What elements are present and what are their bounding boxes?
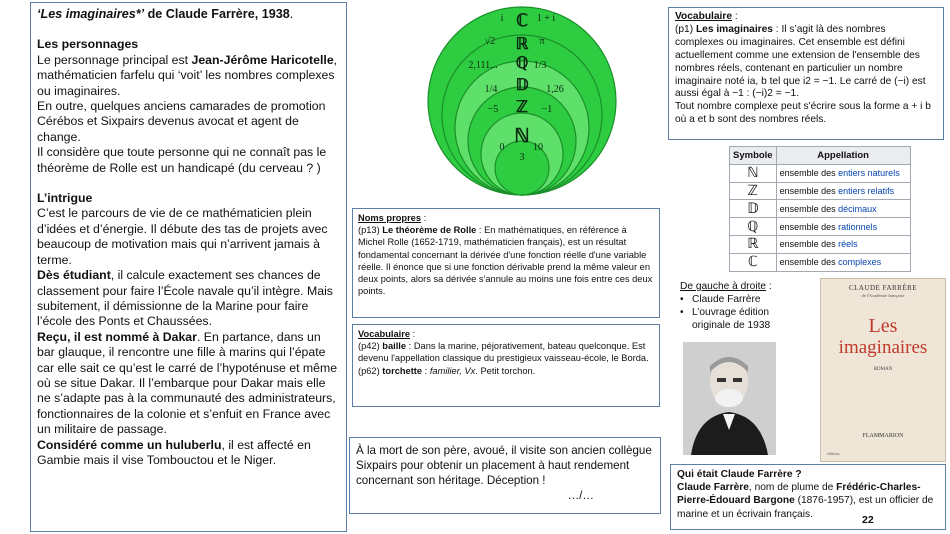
book-cover-title-2: imaginaires bbox=[838, 337, 928, 358]
number-sets-diagram bbox=[426, 2, 618, 198]
vocabulary-definition: (p1) Les imaginaires : Il s’agit là des nombres complexes ou imaginaires. Cet ensemble est défini actuellement comme une extension de l'ensemble des nombres réels, contenant en particulier un nombre imaginaire noté ia, b tel que i2 = −1. Le carré de (−i) est aussi égal à −1 : (−i)2 = −1. bbox=[675, 23, 926, 100]
book-cover-small-print: éditions bbox=[827, 451, 840, 456]
table-row bbox=[730, 235, 911, 253]
plot-paragraph-3: Reçu, il est nommé à Dakar. En partance, dans un bar glauque, il rencontre une fille à marins qui l’épate car elle sait ce qu’est le carré de l’hypoténuse et même où se situe Dakar. Il l’embarque pour Dakar mais elle ne s’adapte pas à la communauté des administrateurs, fonctionnaires de la colonie et s’enfuit en France avec un militaire de passage. bbox=[37, 329, 338, 437]
set-symbol-label: ℤ bbox=[516, 99, 528, 116]
book-cover-publisher: FLAMMARION bbox=[862, 433, 904, 439]
set-label: ensemble des entiers naturels bbox=[776, 164, 910, 182]
plot-paragraph-2: Dès étudiant, il calcule exactement ses chances de classement pour faire l’École navale qu’il intègre. Mais subitement, il démissionne de la Marine pour faire l’école des Ponts et Chaussées. bbox=[37, 268, 333, 329]
table-row bbox=[730, 200, 911, 218]
set-example-right: 1,26 bbox=[546, 84, 564, 95]
book-cover-subtitle: de l'Académie française bbox=[861, 293, 905, 298]
plot-paragraph-4: Considéré comme un huluberlu, il est affecté en Gambie mais il vise Tombouctou et le Niger. bbox=[37, 437, 311, 467]
author-bio-box bbox=[670, 464, 946, 530]
table-row bbox=[730, 164, 911, 182]
set-symbol: ℕ bbox=[730, 164, 777, 182]
set-label: ensemble des complexes bbox=[776, 253, 910, 271]
set-link[interactable]: entiers naturels bbox=[838, 168, 900, 179]
story-continuation-box bbox=[349, 437, 661, 514]
set-example-left: 1/4 bbox=[484, 84, 498, 95]
number-sets-table bbox=[729, 146, 911, 272]
continuation-text: À la mort de son père, avoué, il visite son ancien collègue Sixpairs pour obtenir un placement à haut rendement concernant son héritage. Déception ! bbox=[356, 444, 652, 487]
set-link[interactable]: réels bbox=[838, 239, 858, 250]
set-example-left: √2 bbox=[484, 36, 496, 47]
characters-paragraph-3: Il considère que toute personne qui ne connaît pas le théorème de Rolle est un handicapé (du cerveau ? ) bbox=[37, 145, 327, 175]
set-symbol: ℚ bbox=[730, 218, 777, 236]
story-summary-panel bbox=[30, 2, 347, 532]
proper-names-heading: Noms propres bbox=[358, 213, 422, 223]
set-symbol-label: ℕ bbox=[514, 126, 530, 147]
set-example-right: 1/3 bbox=[533, 60, 547, 71]
set-link[interactable]: décimaux bbox=[838, 203, 877, 214]
set-example-bottom: 3 bbox=[519, 152, 525, 163]
author-portrait-photo bbox=[683, 342, 776, 455]
book-cover-genre: ROMAN bbox=[873, 367, 893, 372]
vocabulary-heading: Vocabulaire bbox=[675, 11, 732, 22]
book-cover-title-1: Les bbox=[868, 315, 898, 337]
set-example-left: i bbox=[500, 13, 504, 24]
vocabulary-baille: (p42) baille : Dans la marine, péjorativement, bateau quelconque. Est devenu l'appellation classique du prestigieux vaisseau-école, le Borda. bbox=[358, 341, 649, 364]
vocabulary-marine-box: Vocabulaire : (p42) baille : Dans la marine, péjorativement, bateau quelconque. Est devenu l'appellation classique du prestigieux vaisseau-école, le Borda. (p62) torchette : familier, Vx. Petit torchon. bbox=[352, 324, 660, 407]
table-row bbox=[730, 218, 911, 236]
set-example-right: π bbox=[539, 36, 545, 47]
set-example-right: −1 bbox=[541, 104, 553, 115]
set-symbol-label: ℚ bbox=[515, 55, 529, 72]
vocabulary-definition-2: Tout nombre complexe peut s'écrire sous la forme a + i b où a et b sont des nombres réels. bbox=[675, 101, 931, 126]
vocabulary-torchette: (p62) torchette : familier, Vx. Petit torchon. bbox=[358, 365, 536, 376]
vocabulary-heading-2: Vocabulaire bbox=[358, 329, 411, 339]
vocabulary-imaginaires-box: Vocabulaire : (p1) Les imaginaires : Il s’agit là des nombres complexes ou imaginaires. Cet ensemble est défini actuellement comme une extension de l'ensemble des nombres réels, contenant en particulier un nombre imaginaire noté ia, b tel que i2 = −1. Le carré de (−i) est aussi égal à −1 : (−i)2 = −1. Tout nombre complexe peut s'écrire sous la forme a + i b où a et b sont des nombres réels. bbox=[668, 7, 944, 140]
book-cover-author: CLAUDE FARRÈRE bbox=[848, 284, 918, 292]
table-header-label: Appellation bbox=[776, 147, 910, 165]
set-example-right: 1 + i bbox=[536, 13, 556, 24]
continued-marker: …/… bbox=[567, 489, 594, 502]
table-row bbox=[730, 182, 911, 200]
caption-item: • Claude Farrère bbox=[680, 293, 810, 306]
set-example-left: −5 bbox=[487, 104, 499, 115]
set-symbol-label: ℂ bbox=[516, 11, 528, 30]
caption-item: • L’ouvrage édition originale de 1938 bbox=[680, 306, 810, 332]
author-bio-heading: Qui était Claude Farrère ? bbox=[677, 469, 802, 480]
set-symbol-label: 𝔻 bbox=[515, 77, 529, 94]
set-link[interactable]: complexes bbox=[838, 257, 882, 268]
table-row bbox=[730, 253, 911, 271]
characters-paragraph-1: Le personnage principal est Jean-Jérôme Haricotelle, mathématicien farfelu qui ‘voit’ les nombres complexes ou imaginaires. bbox=[37, 52, 338, 98]
set-symbol: 𝔻 bbox=[730, 200, 777, 218]
author-bio-text: Claude Farrère, nom de plume de Frédéric-Charles-Pierre-Édouard Bargone (1876-1957), est un officier de marine et un écrivain français. bbox=[677, 482, 934, 520]
proper-names-box: Noms propres : (p13) Le théorème de Rolle : En mathématiques, en référence à Michel Rolle (1652-1719, mathématicien français), est un résultat fondamental concernant la dérivée d'une fonction réelle d'une variable réelle. Il énonce que si une fonction dérivable prend la même valeur en deux points, alors sa dérivée s'annule au moins une fois entre ces deux points. bbox=[352, 208, 660, 318]
plot-paragraph-1: C’est le parcours de vie de ce mathématicien plein d’idées et d’énergie. Il débute des tas de projets avec beaucoup de motivation mais qui n’arrivent jamais à terme. bbox=[37, 206, 328, 267]
characters-heading: Les personnages bbox=[37, 37, 139, 52]
set-symbol: ℝ bbox=[730, 235, 777, 253]
plot-heading: L’intrigue bbox=[37, 191, 93, 206]
book-cover-image bbox=[820, 278, 946, 462]
set-label: ensemble des rationnels bbox=[776, 218, 910, 236]
set-link[interactable]: entiers relatifs bbox=[838, 185, 895, 196]
set-symbol: ℂ bbox=[730, 253, 777, 271]
set-label: ensemble des entiers relatifs bbox=[776, 182, 910, 200]
set-symbol: ℤ bbox=[730, 182, 777, 200]
rolle-theorem-definition: (p13) Le théorème de Rolle : En mathématiques, en référence à Michel Rolle (1652-1719, mathématicien français), est un résultat fondamental concernant la dérivée d'une fonction réelle d'une variable réelle. Il énonce que si une fonction dérivable prend la même valeur en deux points, alors sa dérivée s'annule au moins une fois entre ces deux points. bbox=[358, 225, 653, 297]
set-label: ensemble des réels bbox=[776, 235, 910, 253]
page-number: 22 bbox=[862, 514, 874, 526]
set-symbol-label: ℝ bbox=[515, 36, 529, 53]
images-caption: De gauche à droite : • Claude Farrère • L’ouvrage édition originale de 1938 bbox=[680, 280, 810, 332]
set-example-right: 10 bbox=[533, 142, 543, 153]
set-example-left: 0 bbox=[499, 142, 505, 153]
set-label: ensemble des décimaux bbox=[776, 200, 910, 218]
book-title-line: ‘Les imaginaires*’ de Claude Farrère, 1938. bbox=[37, 7, 294, 21]
set-link[interactable]: rationnels bbox=[838, 221, 878, 232]
table-header-symbol: Symbole bbox=[730, 147, 777, 165]
characters-paragraph-2: En outre, quelques anciens camarades de promotion Cérébos et Sixpairs devenus avocat et agent de change. bbox=[37, 99, 326, 144]
set-example-left: 2,111... bbox=[468, 60, 498, 71]
